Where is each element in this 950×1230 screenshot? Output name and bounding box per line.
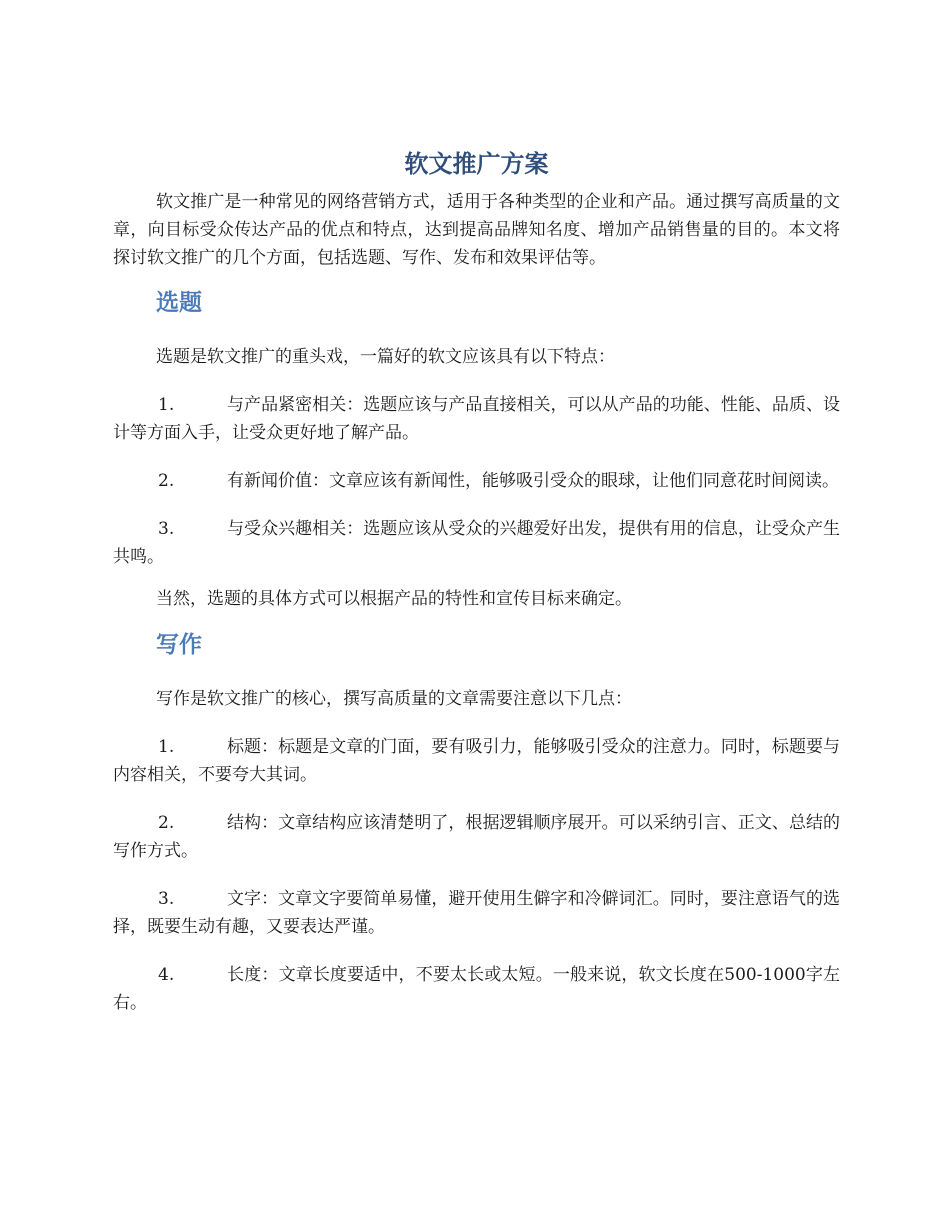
list-item-number: 2. bbox=[158, 471, 175, 491]
list-item-number: 1. bbox=[158, 737, 175, 757]
list-item-text: 标题：标题是文章的门面，要有吸引力，能够吸引受众的注意力。同时，标题要与内容相关，不要夸大其词。 bbox=[113, 737, 840, 785]
list-item bbox=[113, 809, 840, 865]
document-title: 软文推广方案 bbox=[404, 150, 549, 178]
section-heading-writing: 写作 bbox=[156, 632, 202, 658]
list-item-text: 长度：文章长度要适中，不要太长或太短。一般来说，软文长度在500-1000字左右。 bbox=[113, 965, 840, 1013]
list-item bbox=[113, 961, 840, 1017]
list-item bbox=[113, 515, 840, 571]
list-item-number: 3. bbox=[158, 889, 175, 909]
list-item-text: 与受众兴趣相关：选题应该从受众的兴趣爱好出发，提供有用的信息，让受众产生共鸣。 bbox=[113, 519, 840, 567]
list-item bbox=[113, 391, 840, 447]
list-item-text: 结构：文章结构应该清楚明了，根据逻辑顺序展开。可以采纳引言、正文、总结的写作方式。 bbox=[113, 813, 840, 861]
document-page bbox=[113, 146, 840, 1017]
list-item bbox=[113, 467, 840, 495]
section-heading-topic: 选题 bbox=[156, 290, 202, 316]
section-closing-paragraph: 当然，选题的具体方式可以根据产品的特性和宣传目标来确定。 bbox=[156, 589, 632, 609]
list-item bbox=[113, 733, 840, 789]
list-item-number: 2. bbox=[158, 813, 175, 833]
section-lead-paragraph: 写作是软文推广的核心，撰写高质量的文章需要注意以下几点： bbox=[156, 689, 632, 709]
list-item-text: 与产品紧密相关：选题应该与产品直接相关，可以从产品的功能、性能、品质、设计等方面入手，让受众更好地了解产品。 bbox=[113, 395, 840, 443]
list-item-text: 文字：文章文字要简单易懂，避开使用生僻字和冷僻词汇。同时，要注意语气的选择，既要生动有趣，又要表达严谨。 bbox=[113, 889, 840, 937]
list-item-number: 3. bbox=[158, 519, 175, 539]
section-lead-paragraph: 选题是软文推广的重头戏，一篇好的软文应该具有以下特点： bbox=[156, 347, 615, 367]
list-item-number: 1. bbox=[158, 395, 175, 415]
list-item bbox=[113, 885, 840, 941]
intro-paragraph: 软文推广是一种常见的网络营销方式，适用于各种类型的企业和产品。通过撰写高质量的文章，向目标受众传达产品的优点和特点，达到提高品牌知名度、增加产品销售量的目的。本文将探讨软文推广的几个方面，包括选题、写作、发布和效果评估等。 bbox=[113, 192, 840, 268]
list-item-text: 有新闻价值：文章应该有新闻性，能够吸引受众的眼球，让他们同意花时间阅读。 bbox=[227, 471, 839, 491]
list-item-number: 4. bbox=[158, 965, 175, 985]
